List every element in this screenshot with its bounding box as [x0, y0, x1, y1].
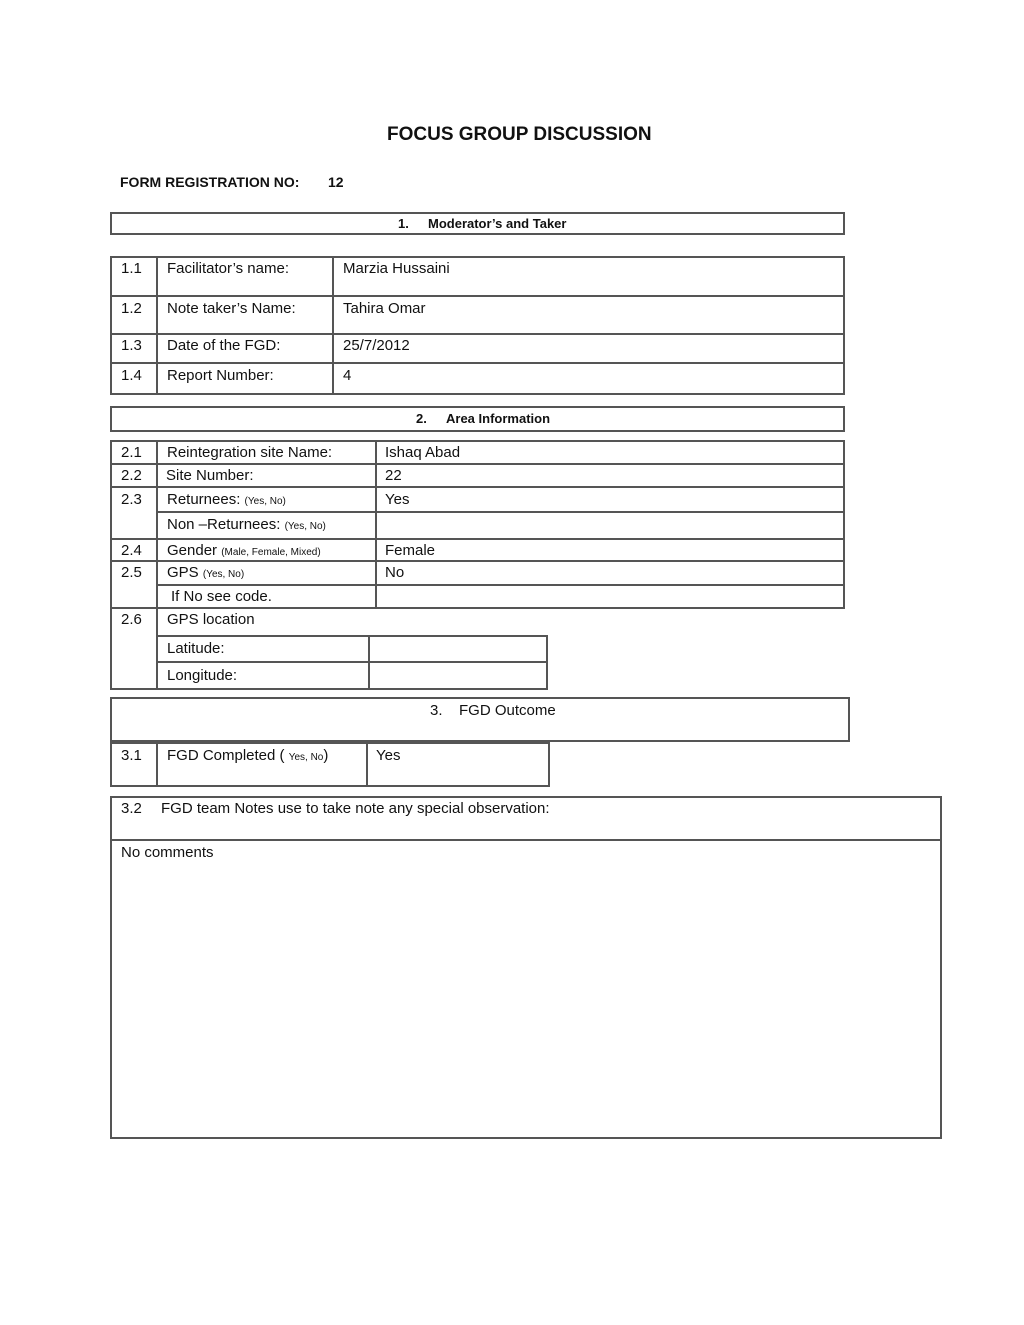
note-taker-label: Note taker’s Name:	[167, 300, 296, 317]
notes-label: FGD team Notes use to take note any special observation:	[161, 800, 550, 817]
returnees-label	[167, 491, 286, 511]
site-name-label: Reintegration site Name:	[167, 444, 333, 461]
fgd-completed-value: Yes	[376, 747, 401, 764]
row-number: 2.5	[121, 564, 142, 581]
gender-value: Female	[385, 542, 436, 559]
section-3-number: 3.	[430, 702, 443, 719]
gps-location-number: 2.6	[121, 611, 142, 628]
report-number-label: Report Number:	[167, 367, 274, 384]
fgd-completed-close: )	[323, 747, 329, 764]
gender-label-text: Gender	[167, 542, 218, 559]
row-number: 2.1	[121, 444, 142, 461]
non-returnees-hint: (Yes, No)	[284, 521, 326, 532]
site-number-label: Site Number:	[166, 467, 254, 484]
section-2-title: Area Information	[446, 411, 551, 426]
report-number-value: 4	[343, 367, 352, 384]
row-number: 1.2	[121, 300, 142, 317]
returnees-value: Yes	[385, 491, 410, 508]
returnees-label-text: Returnees:	[167, 491, 241, 508]
gender-label	[167, 542, 321, 562]
row-number: 2.4	[121, 542, 142, 559]
gps-label-text: GPS	[167, 564, 199, 581]
fgd-date-label: Date of the FGD:	[167, 337, 281, 354]
form-registration-value: 12	[328, 174, 344, 190]
non-returnees-label	[167, 516, 326, 536]
fgd-completed-hint: Yes, No	[288, 752, 324, 763]
gps-value: No	[385, 564, 405, 581]
section-1-title: Moderator’s and Taker	[428, 216, 567, 231]
returnees-hint: (Yes, No)	[244, 496, 286, 507]
page-title: FOCUS GROUP DISCUSSION	[387, 124, 652, 145]
row-number: 2.3	[121, 491, 142, 508]
gps-label	[167, 564, 244, 584]
facilitator-name-label: Facilitator’s name:	[167, 260, 289, 277]
gps-hint: (Yes, No)	[202, 569, 245, 580]
row-number: 2.2	[121, 467, 142, 484]
outcome-number: 3.1	[121, 747, 142, 764]
row-number: 1.1	[121, 260, 142, 277]
notes-content: No comments	[121, 844, 214, 861]
row-number: 1.3	[121, 337, 142, 354]
gender-hint: (Male, Female, Mixed)	[221, 547, 321, 558]
row-number: 1.4	[121, 367, 142, 384]
section-3-title: FGD Outcome	[459, 702, 556, 719]
non-returnees-label-text: Non –Returnees:	[167, 516, 281, 533]
fgd-date-value: 25/7/2012	[343, 337, 410, 354]
site-number-value: 22	[385, 467, 402, 484]
notes-box	[110, 796, 942, 1139]
longitude-label: Longitude:	[167, 667, 238, 684]
facilitator-name-value: Marzia Hussaini	[343, 260, 450, 277]
if-no-see-code-label: If No see code.	[171, 588, 272, 605]
site-name-value: Ishaq Abad	[385, 444, 461, 461]
gps-location-label: GPS location	[167, 611, 255, 628]
notes-number: 3.2	[121, 800, 142, 817]
fgd-completed-label-text: FGD Completed (	[167, 747, 285, 764]
section-1-number: 1.	[398, 216, 409, 231]
form-registration-label: FORM REGISTRATION NO:	[120, 174, 300, 190]
section-2-number: 2.	[416, 411, 427, 426]
latitude-label: Latitude:	[167, 640, 225, 657]
fgd-completed-label	[167, 747, 328, 767]
note-taker-value: Tahira Omar	[343, 300, 426, 317]
